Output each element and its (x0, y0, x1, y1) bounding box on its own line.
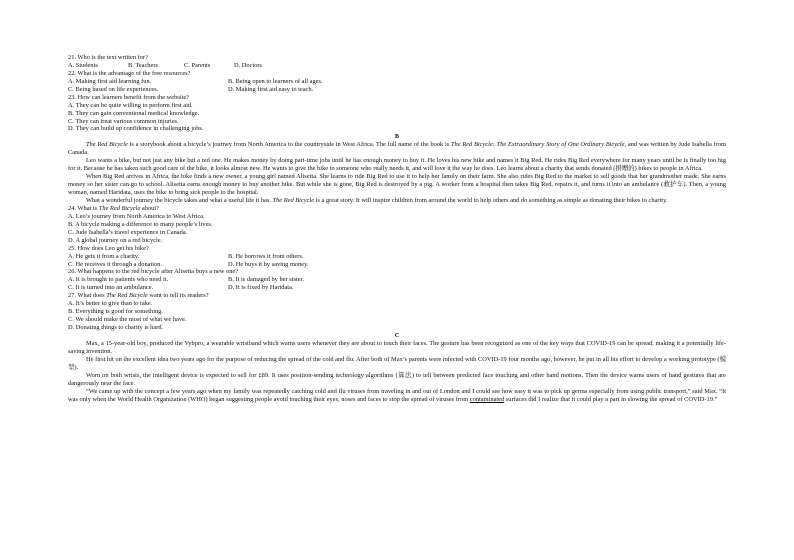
q22-option-d: D. Making first aid easy to teach. (228, 85, 314, 93)
q22-options-row2 (68, 86, 726, 94)
q22-stem: 22. What is the advantage of the free resources? (68, 69, 191, 77)
q25-option-c: C. He receives it through a donation. (68, 260, 163, 268)
q22-options-row1 (68, 78, 726, 86)
q21-option-a: A. Students (68, 61, 98, 69)
q24-stem-b: about? (140, 204, 159, 212)
q24-stem-title: The Red Bicycle (98, 204, 141, 212)
q26-option-c: C. It is turned into an ambulance. (68, 284, 154, 292)
q23-stem: 23. How can learners benefit from the website? (68, 93, 190, 101)
q26-stem: 26. What happens to the red bicycle after Alisetta buys a new one? (68, 268, 239, 276)
section-b-paragraph-1 (68, 141, 726, 157)
section-c-p4-text-b: surfaces did I realize that it could play a part in slowing the spread of COVID-19.” (504, 395, 718, 403)
q22-option-c: C. Being based on life experiences. (68, 85, 159, 93)
q27-stem (68, 292, 726, 300)
q21-option-b: B. Teachers (128, 61, 158, 69)
book-title: The Red Bicycle (86, 141, 128, 149)
q25-options-row1 (68, 253, 726, 261)
q24-option-b: B. A bicycle making a difference to many people’s lives. (68, 220, 213, 228)
q21-options (68, 62, 726, 70)
q26-options-row2 (68, 284, 726, 292)
q21-option-c: C. Parents (184, 61, 211, 69)
q26-option-d: D. It is fixed by Haridata. (228, 284, 294, 292)
book-title: The Red Bicycle (272, 196, 315, 204)
q26-option-b: B. It is damaged by her sister. (228, 276, 304, 284)
exam-page (68, 54, 726, 404)
q25-stem: 25. How does Leo get his bike? (68, 244, 149, 252)
q23-option-c: C. They can treat various common injuries. (68, 117, 179, 125)
section-c-paragraph-2: He first hit on the excellent idea two years ago for the purpose of reducing the spread of the cold and flu. After both of Max’s parents were infected with COVID-19 four months ago, however, he put in all his effort to develop a working prototype (模型). (68, 355, 726, 371)
section-b-heading: B (394, 133, 400, 141)
q24-option-d: D. A global journey on a red bicycle. (68, 236, 163, 244)
q25-option-d: D. He buys it by saving money. (228, 260, 309, 268)
q24-stem-a: 24. What is (68, 204, 99, 212)
q26-option-a: A. It is brought to patients who need it. (68, 276, 169, 284)
section-c-paragraph-1: Max, a 15-year-old boy, produced the Vybpro, a wearable wristband which warns users whenever they are about to touch their faces. The gesture has been recognized as one of the key ways that COVID-19 can be spread, making it a potentially life-saving invention. (68, 339, 726, 355)
section-b-p4-text-a: What a wonderful journey the bicycle takes and what a useful life it has. (86, 196, 273, 204)
q24-stem (68, 205, 726, 213)
q27-stem-b: want to tell its readers? (147, 292, 209, 300)
section-b-paragraph-4 (68, 197, 726, 205)
section-b-paragraph-3: When Big Red arrives in Africa, the bike finds a new owner, a young girl named Alisetta. She learns to ride Big Red to use it to help her family on their farm. She also rides Big Red to the market to sell goods that her grandmother made. She earns money so her sister can go to school. Alisetta earns enough money to buy another bike. But while she is gone, Big Red is destroyed by a pig. A worker from a hospital then takes Big Red, repairs it, and turns it into an ambulance (救护车). Then, a young woman, named Haridata, uses the bike to bring sick people to the hospital. (68, 173, 726, 197)
q24-option-c: C. Jude Isabella’s travel experience in Canada. (68, 228, 188, 236)
q22-option-b: B. Being open to learners of all ages. (228, 77, 323, 85)
q25-option-b: B. He borrows it from others. (228, 252, 304, 260)
section-b-paragraph-2: Leo wants a bike, but not just any bike but a red one. He makes money by doing part-time jobs until he has enough money to buy it. He loves his new bike and names it Big Red. He rides Big Red everywhere for many years until he is finally too big for it. Because he has taken such good care of the bike, it looks almost new. He wants to give the bike to someone who really needs it, and will love it the way he does. Leo learns about a charity that sends donated (捐赠的) bikes to people in Africa. (68, 157, 726, 173)
underlined-word: contaminated (469, 395, 505, 403)
q27-option-d: D. Donating things to charity is hard. (68, 324, 164, 331)
q23-option-a: A. They can be quite willing to perform first aid. (68, 101, 193, 109)
q21-stem: 21. Who is the text written for? (68, 54, 148, 61)
book-full-title: The Red Bicycle: The Extraordinary Story of One Ordinary Bicycle (450, 141, 625, 149)
section-c-paragraph-4 (68, 388, 726, 404)
q27-option-b: B. Everything is good for something. (68, 308, 163, 316)
section-b-p1-text-a: is a storybook about a bicycle’s journey from North America to the countryside in West Africa. The full name of the book is (127, 141, 451, 149)
section-c-heading: C (394, 331, 400, 339)
section-b-p4-text-b: is a great story. It will inspire children from around the world to help others and do something as simple as donating their bikes to charity. (314, 196, 668, 204)
q27-option-a: A. It’s better to give than to take. (68, 300, 153, 308)
section-b-p1-text-b: , and was written by Jude Isabella from Canada. (68, 141, 727, 157)
section-c-paragraph-3: Worn on both wrists, the intelligent device is expected to sell for £89. It uses position-sending technology algorithms (算法) to tell between predicted face touching and other hand motions. Then the device warns users of hand gestures that are dangerously near the face. (68, 371, 726, 387)
section-c-p4-text-a: “We came up with the concept a few years ago when my family was repeatedly catching cold and flu viruses from traveling in and out of London and I could see how easy it was to pick up germs especially from using public transport,” said Max. “It was only when the World Health Organization (WHO) began suggesting people avoid touching their eyes, noses and faces to stop the spread of viruses from (68, 387, 726, 403)
q27-stem-a: 27. What does (68, 292, 107, 300)
q23-option-d: D. They can build up confidence in challenging jobs. (68, 125, 204, 133)
q27-option-c: C. We should make the most of what we have. (68, 316, 187, 324)
q26-options-row1 (68, 276, 726, 284)
q24-option-a: A. Leo’s journey from North America to West Africa. (68, 212, 205, 220)
q25-option-a: A. He gets it from a charity. (68, 252, 140, 260)
q21-option-d: D. Doctors (234, 61, 263, 69)
q23-option-b: B. They can gain conventional medical knowledge. (68, 109, 200, 117)
q27-stem-title: The Red Bicycle (106, 292, 148, 300)
q22-option-a: A. Making first aid learning fun. (68, 77, 152, 85)
q25-options-row2 (68, 261, 726, 269)
